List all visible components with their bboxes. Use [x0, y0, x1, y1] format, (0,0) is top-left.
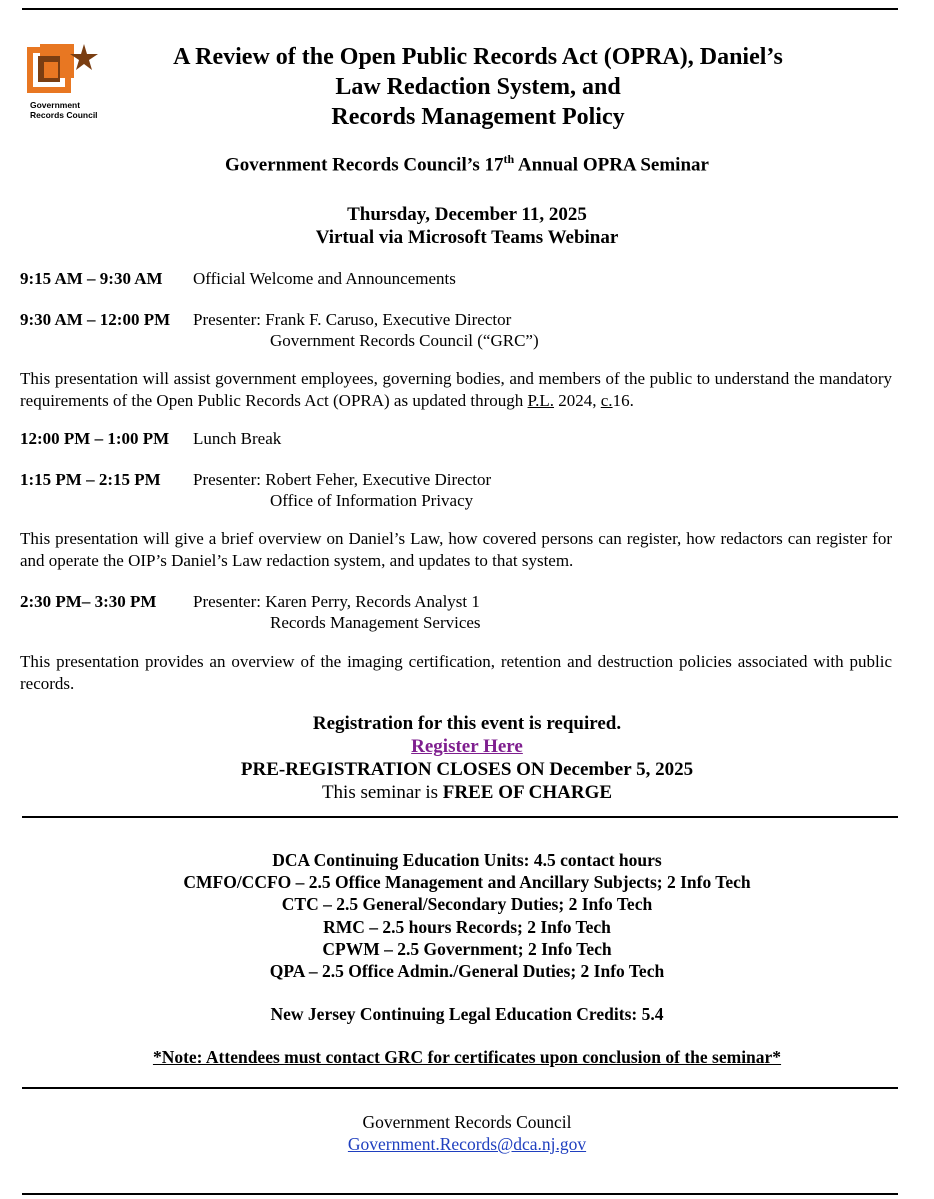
grc-logo — [26, 42, 110, 122]
cle-credits: New Jersey Continuing Legal Education Credits: 5.4 — [270, 1004, 664, 1024]
credit-line: QPA – 2.5 Office Admin./General Duties; 2 Info Tech — [269, 961, 665, 982]
credit-line: CMFO/CCFO – 2.5 Office Management and Ancillary Subjects; 2 Info Tech — [183, 872, 751, 893]
grc-logo-icon — [26, 42, 110, 98]
top-rule — [22, 8, 898, 10]
certificate-note: *Note: Attendees must contact GRC for certificates upon conclusion of the seminar* — [152, 1047, 782, 1067]
logo-text: Government Records Council — [30, 100, 98, 120]
records-description: This presentation provides an overview of the imaging certification, retention and destruction policies associated with public records. — [20, 652, 892, 693]
seminar-subtitle: Government Records Council’s 17th Annual OPRA Seminar — [225, 152, 709, 176]
registration-required: Registration for this event is required. — [312, 713, 622, 734]
registration-block — [0, 712, 934, 804]
footer — [0, 1111, 934, 1155]
credits-list — [0, 849, 934, 982]
opra-description: This presentation will assist government employees, governing bodies, and members of the public to understand the mandatory requirements of the Open Public Records Act (OPRA) as updated through P.L. 2024, c.16. — [20, 369, 892, 410]
credit-line: CPWM – 2.5 Government; 2 Info Tech — [322, 938, 612, 959]
email-link[interactable]: Government.Records@dca.nj.gov — [347, 1134, 587, 1154]
bottom-rule — [22, 1193, 898, 1195]
footer-org: Government Records Council — [362, 1112, 572, 1132]
event-date: Thursday, December 11, 2025 Virtual via Microsoft Teams Webinar — [315, 204, 619, 248]
credit-line: CTC – 2.5 General/Secondary Duties; 2 Info Tech — [281, 894, 653, 915]
page-title: A Review of the Open Public Records Act (OPRA), Daniel’s Law Redaction System, and Records Management Policy — [173, 44, 783, 130]
registration-closes: PRE-REGISTRATION CLOSES ON December 5, 2025 — [240, 759, 694, 780]
free-of-charge: This seminar is FREE OF CHARGE — [321, 782, 613, 803]
credit-line: DCA Continuing Education Units: 4.5 contact hours — [272, 850, 662, 870]
divider — [22, 816, 898, 818]
register-here-link[interactable]: Register Here — [411, 736, 523, 757]
daniels-law-description: This presentation will give a brief overview on Daniel’s Law, how covered persons can register, how redactors can register for and operate the OIP’s Daniel’s Law redaction system, and updates to that system. — [20, 529, 892, 570]
divider — [22, 1087, 898, 1089]
credit-line: RMC – 2.5 hours Records; 2 Info Tech — [323, 916, 611, 937]
